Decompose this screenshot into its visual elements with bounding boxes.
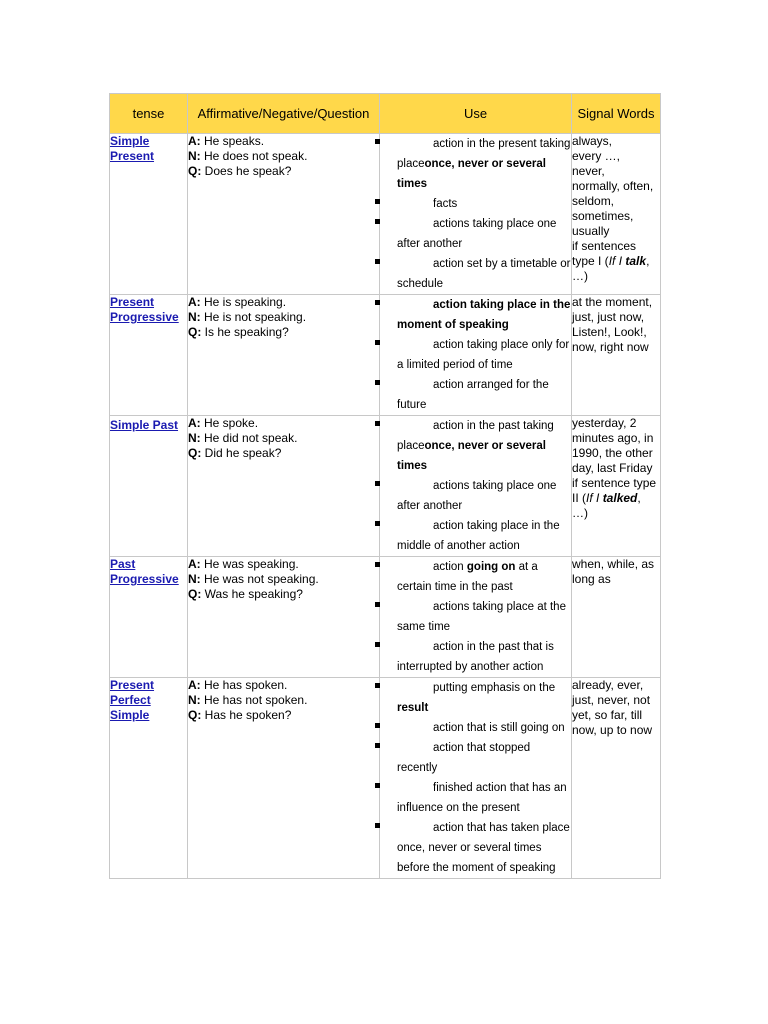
- bullet-icon: [375, 683, 380, 688]
- forms-cell: [188, 557, 380, 678]
- text-run: action that is still going on: [433, 722, 565, 734]
- text-run: every …,: [572, 149, 621, 163]
- use-cell: [380, 134, 572, 295]
- bullet-icon: [375, 421, 380, 426]
- form-line: [188, 431, 379, 446]
- bullet-icon: [375, 642, 380, 647]
- bullet-icon: [375, 380, 380, 385]
- bullet-icon: [375, 723, 380, 728]
- bullet-icon: [375, 300, 380, 305]
- use-item: [388, 637, 571, 677]
- bullet-icon: [375, 823, 380, 828]
- table-row: [110, 557, 661, 678]
- tense-link-line: Past: [110, 557, 136, 571]
- forms-cell: [188, 295, 380, 416]
- text-run: already, ever, just, never, not yet, so far, till now, up to now: [572, 678, 653, 737]
- text-run: , …): [572, 491, 641, 520]
- tense-link-line: Perfect: [110, 693, 151, 707]
- use-cell: [380, 678, 572, 879]
- form-line: [188, 587, 379, 602]
- header-forms: Affirmative/Negative/Question: [188, 94, 380, 134]
- signal-words-cell: [572, 416, 661, 557]
- text-run: action in the past taking place: [397, 420, 554, 452]
- form-text: Has he spoken?: [201, 708, 292, 722]
- use-item: [388, 597, 571, 637]
- use-list: [388, 295, 571, 415]
- form-tag: N:: [188, 693, 201, 707]
- tense-link-line: Simple: [110, 134, 150, 148]
- text-run: putting emphasis on the: [433, 682, 556, 694]
- form-text: Is he speaking?: [201, 325, 289, 339]
- form-text: He is speaking.: [200, 295, 287, 309]
- text-run: action in the past that is interrupted by another action: [397, 641, 554, 673]
- use-list: [388, 678, 571, 878]
- form-line: [188, 164, 379, 179]
- form-text: Did he speak?: [201, 446, 282, 460]
- text-run: once, never or several times: [397, 158, 546, 190]
- text-run: normally, often,: [572, 179, 654, 193]
- bullet-icon: [375, 219, 380, 224]
- text-run: If I: [608, 254, 623, 268]
- form-line: [188, 708, 379, 723]
- text-run: never,: [572, 164, 605, 178]
- form-tag: Q:: [188, 325, 202, 339]
- header-row: [110, 94, 661, 134]
- use-item: [388, 335, 571, 375]
- table-row: [110, 416, 661, 557]
- tense-link-line: Present: [110, 295, 155, 309]
- header-use: Use: [380, 94, 572, 134]
- form-text: He did not speak.: [200, 431, 298, 445]
- use-item: [388, 818, 571, 878]
- form-line: [188, 310, 379, 325]
- text-run: always,: [572, 134, 613, 148]
- form-tag: Q:: [188, 164, 202, 178]
- form-line: [188, 416, 379, 431]
- form-tag: A:: [188, 678, 201, 692]
- tense-cell: [110, 134, 188, 295]
- form-tag: N:: [188, 431, 201, 445]
- bullet-icon: [375, 783, 380, 788]
- text-run: seldom,: [572, 194, 615, 208]
- form-tag: Q:: [188, 446, 202, 460]
- table-row: [110, 134, 661, 295]
- text-run: action taking place only for a limited period of time: [397, 339, 570, 371]
- bullet-icon: [375, 139, 380, 144]
- tense-link[interactable]: [110, 134, 183, 164]
- form-tag: N:: [188, 149, 201, 163]
- text-run: action that has taken place once, never or several times before the moment of speaking: [397, 822, 570, 874]
- use-item: [388, 557, 571, 597]
- use-item: [388, 194, 571, 214]
- use-item: [388, 476, 571, 516]
- use-cell: [380, 295, 572, 416]
- table-row: [110, 295, 661, 416]
- use-item: [388, 516, 571, 556]
- form-tag: Q:: [188, 587, 202, 601]
- form-line: [188, 295, 379, 310]
- form-text: Was he speaking?: [201, 587, 303, 601]
- use-item: [388, 134, 571, 194]
- text-run: talk: [625, 254, 647, 268]
- signal-words-cell: [572, 678, 661, 879]
- text-run: actions taking place at the same time: [397, 601, 566, 633]
- use-item: [388, 375, 571, 415]
- header-signal-words: Signal Words: [572, 94, 661, 134]
- use-item: [388, 678, 571, 718]
- tense-link[interactable]: [110, 295, 183, 325]
- text-run: at a certain time in the past: [397, 561, 538, 593]
- text-run: at the moment, just, just now, Listen!, Look!, now, right now: [572, 295, 653, 354]
- text-run: action: [433, 561, 467, 573]
- forms-cell: [188, 134, 380, 295]
- use-list: [388, 557, 571, 677]
- text-run: action arranged for the future: [397, 379, 549, 411]
- text-run: result: [397, 702, 429, 714]
- form-text: He speaks.: [200, 134, 265, 148]
- form-tag: N:: [188, 310, 201, 324]
- text-run: action taking place in the middle of another action: [397, 520, 560, 552]
- text-run: talked: [602, 491, 638, 505]
- text-run: yesterday, 2 minutes ago, in 1990, the other day, last Friday: [572, 416, 654, 475]
- use-item: [388, 778, 571, 818]
- form-line: [188, 557, 379, 572]
- use-item: [388, 738, 571, 778]
- bullet-icon: [375, 199, 380, 204]
- use-cell: [380, 557, 572, 678]
- text-run: , …): [572, 254, 650, 283]
- use-item: [388, 416, 571, 476]
- form-text: He is not speaking.: [200, 310, 307, 324]
- form-tag: A:: [188, 557, 201, 571]
- tense-link-line: Present: [110, 678, 155, 692]
- tense-link-line: Progressive: [110, 572, 179, 586]
- text-run: action set by a timetable or schedule: [397, 258, 571, 290]
- text-run: If I: [586, 491, 600, 505]
- text-run: when, while, as long as: [572, 557, 655, 586]
- signal-words-cell: [572, 134, 661, 295]
- tense-link[interactable]: [110, 418, 183, 433]
- text-run: sometimes,: [572, 209, 634, 223]
- forms-cell: [188, 416, 380, 557]
- tense-link[interactable]: [110, 557, 183, 587]
- tense-cell: [110, 678, 188, 879]
- table-body: [110, 134, 661, 879]
- text-run: finished action that has an influence on the present: [397, 782, 567, 814]
- use-item: [388, 295, 571, 335]
- form-line: [188, 678, 379, 693]
- use-item: [388, 254, 571, 294]
- use-item: [388, 718, 571, 738]
- form-line: [188, 149, 379, 164]
- text-run: if sentences type I (: [572, 239, 637, 268]
- form-tag: N:: [188, 572, 201, 586]
- use-cell: [380, 416, 572, 557]
- bullet-icon: [375, 562, 380, 567]
- tense-link-line: Present: [110, 149, 155, 163]
- use-list: [388, 134, 571, 294]
- text-run: usually: [572, 224, 610, 238]
- bullet-icon: [375, 602, 380, 607]
- form-text: He does not speak.: [200, 149, 308, 163]
- form-line: [188, 446, 379, 461]
- text-run: if sentence type II (: [572, 476, 657, 505]
- form-text: Does he speak?: [201, 164, 292, 178]
- text-run: actions taking place one after another: [397, 480, 557, 512]
- bullet-icon: [375, 481, 380, 486]
- form-text: He was not speaking.: [200, 572, 319, 586]
- text-run: once, never or several times: [397, 440, 546, 472]
- bullet-icon: [375, 340, 380, 345]
- form-text: He spoke.: [200, 416, 259, 430]
- form-line: [188, 572, 379, 587]
- form-tag: A:: [188, 416, 201, 430]
- forms-cell: [188, 678, 380, 879]
- header-tense: tense: [110, 94, 188, 134]
- bullet-icon: [375, 743, 380, 748]
- form-line: [188, 134, 379, 149]
- text-run: actions taking place one after another: [397, 218, 557, 250]
- signal-words-cell: [572, 295, 661, 416]
- tense-link[interactable]: [110, 678, 183, 723]
- form-tag: Q:: [188, 708, 202, 722]
- form-tag: A:: [188, 134, 201, 148]
- text-run: facts: [433, 198, 458, 210]
- tense-cell: [110, 295, 188, 416]
- use-list: [388, 416, 571, 556]
- table-row: [110, 678, 661, 879]
- text-run: action that stopped recently: [397, 742, 531, 774]
- tense-cell: [110, 416, 188, 557]
- bullet-icon: [375, 521, 380, 526]
- form-tag: A:: [188, 295, 201, 309]
- use-item: [388, 214, 571, 254]
- form-text: He has not spoken.: [200, 693, 308, 707]
- tenses-table: [109, 93, 661, 879]
- signal-words-cell: [572, 557, 661, 678]
- tense-link-line: Simple: [110, 708, 150, 722]
- tense-link-line: Progressive: [110, 310, 179, 324]
- text-run: action in the present taking place: [397, 138, 571, 170]
- text-run: action taking place in the moment of speaking: [397, 299, 571, 331]
- form-text: He has spoken.: [200, 678, 288, 692]
- form-line: [188, 325, 379, 340]
- text-run: going on: [466, 561, 516, 573]
- form-line: [188, 693, 379, 708]
- tense-link-line: Simple Past: [110, 418, 179, 432]
- form-text: He was speaking.: [200, 557, 299, 571]
- bullet-icon: [375, 259, 380, 264]
- tense-cell: [110, 557, 188, 678]
